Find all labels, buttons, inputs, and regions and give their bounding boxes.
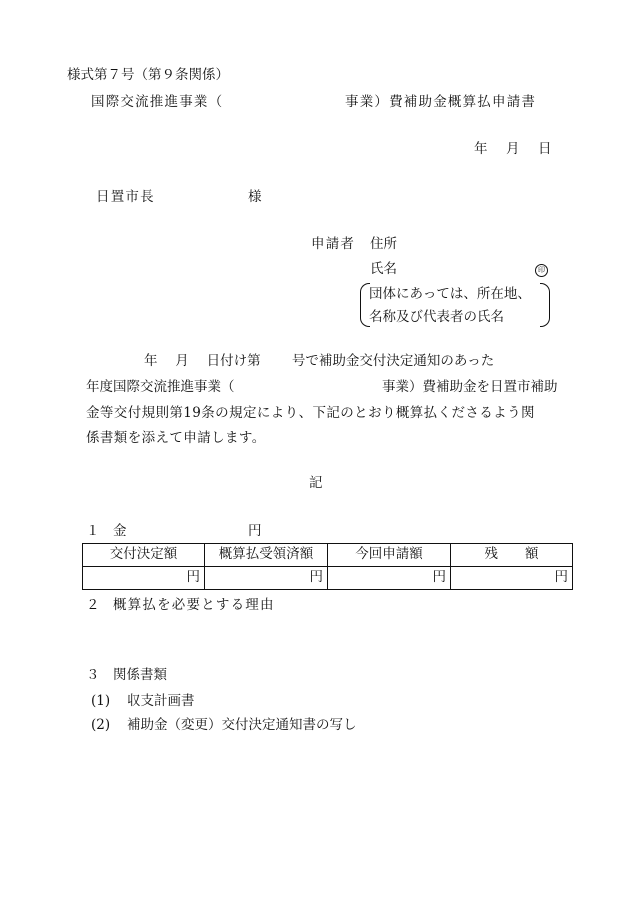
body-line3: 金等交付規則第19条の規定により、下記のとおり概算払くださるよう関 <box>86 405 535 421</box>
title-prefix: 国際交流推進事業（ <box>91 94 224 110</box>
date-month: 月 <box>506 141 520 157</box>
item2-label: 概算払を必要とする理由 <box>113 597 275 613</box>
bracket-right <box>540 283 550 327</box>
form-number: 様式第７号（第９条関係） <box>67 67 229 83</box>
body-line2-prefix: 年度国際交流推進事業（ <box>86 379 235 395</box>
address-label: 住所 <box>370 236 397 252</box>
title-suffix: 事業）費補助金概算払申請書 <box>345 94 537 110</box>
value-cell: 円 <box>328 567 451 590</box>
item1-unit: 円 <box>248 523 262 539</box>
item2-number: ２ <box>86 597 100 613</box>
item1-label: 金 <box>113 523 127 539</box>
body-line4: 係書類を添えて申請します。 <box>86 430 266 446</box>
header-cell: 今回申請額 <box>328 544 451 567</box>
amount-table <box>82 543 573 590</box>
applicant-note-line1: 団体にあっては、所在地、 <box>369 286 531 302</box>
header-cell: 概算払受領済額 <box>205 544 328 567</box>
name-label: 氏名 <box>370 261 397 277</box>
seal-mark: 印 <box>535 264 548 277</box>
table-value-row <box>83 567 573 590</box>
body-line1: 年 月 日付け第 号で補助金交付決定通知のあった <box>144 353 495 369</box>
doc-text: 補助金（変更）交付決定通知書の写し <box>127 717 357 733</box>
doc-number: (2) <box>91 717 111 733</box>
body-line2-suffix: 事業）費補助金を日置市補助 <box>382 379 558 395</box>
addressee-mayor: 日置市長 <box>96 189 155 205</box>
item1-number: １ <box>86 523 100 539</box>
item3-label: 関係書類 <box>113 667 167 683</box>
date-year: 年 <box>474 141 488 157</box>
table-header-row <box>83 544 573 567</box>
addressee-honorific: 様 <box>248 189 262 205</box>
ki-label: 記 <box>309 475 323 491</box>
item3-number: ３ <box>86 667 100 683</box>
applicant-note-line2: 名称及び代表者の氏名 <box>369 309 504 325</box>
header-cell: 残 額 <box>451 544 573 567</box>
applicant-label: 申請者 <box>311 236 356 252</box>
date-day: 日 <box>538 141 552 157</box>
value-cell: 円 <box>451 567 573 590</box>
doc-number: (1) <box>91 693 111 709</box>
value-cell: 円 <box>205 567 328 590</box>
doc-text: 収支計画書 <box>127 693 195 709</box>
header-cell: 交付決定額 <box>83 544 205 567</box>
value-cell: 円 <box>83 567 205 590</box>
